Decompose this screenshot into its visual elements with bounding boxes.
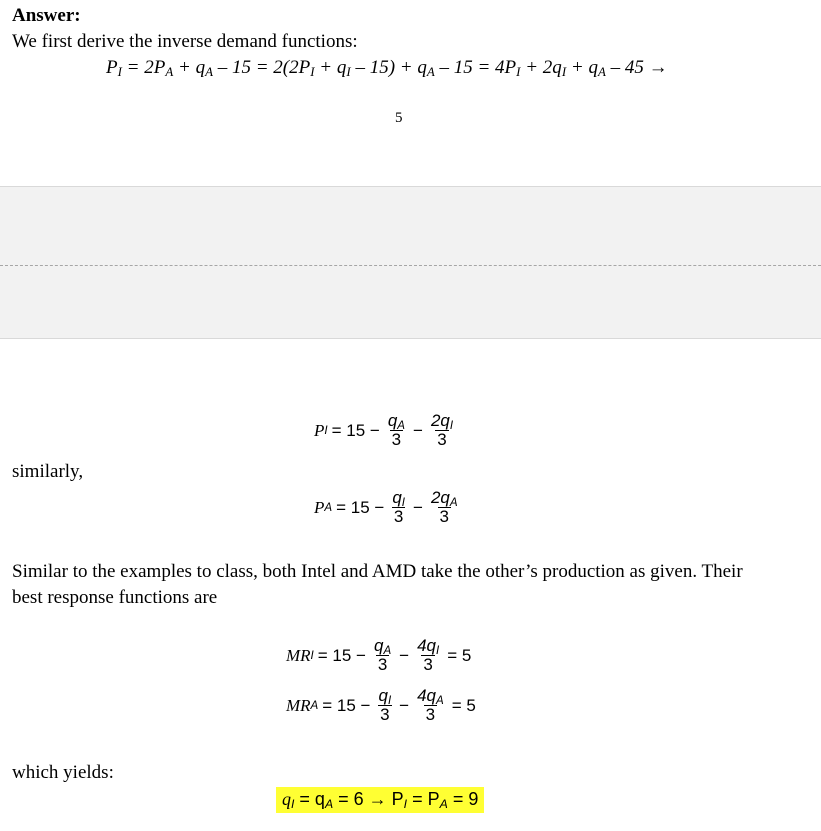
page-number: 5 xyxy=(395,110,403,126)
equation-mr-i: MR I = 15 − $\frac{q_A}{3}$ − $\frac{4q_I}{3}$ = 5 xyxy=(286,636,472,674)
equation-pa: P A = 15 − $\frac{q_I}{3}$ − $\frac{2q_A}{3}$ xyxy=(314,488,458,526)
result-equation-highlighted: $q_I = q_A = 6 \to P_I = P_A = 9$ xyxy=(276,787,484,813)
yields-text: which yields: xyxy=(12,762,114,783)
similarly-text: similarly, xyxy=(12,461,84,482)
answer-heading: Answer: xyxy=(12,5,81,26)
intro-text: We first derive the inverse demand functions: xyxy=(12,31,358,52)
equation-pi: P I = 15 − $\frac{q_A}{3}$ − $\frac{2q_I}{3}$ xyxy=(314,411,454,449)
equation-mr-a: MR A = 15 − $\frac{q_I}{3}$ − $\frac{4q_A}{3}$ = 5 xyxy=(286,686,476,724)
derivation-equation: $P_I = 2P_A + q_A - 15 = 2(2P_I + q_I - 15) + q_A - 15 = 4P_I + 2q_I + q_A - 45$ → xyxy=(106,57,668,80)
paragraph-line-1: Similar to the examples to class, both Intel and AMD take the other’s production as given. Their xyxy=(12,561,743,582)
paragraph-line-2: best response functions are xyxy=(12,587,218,608)
page-break xyxy=(0,186,821,339)
page-break-divider xyxy=(0,265,821,266)
